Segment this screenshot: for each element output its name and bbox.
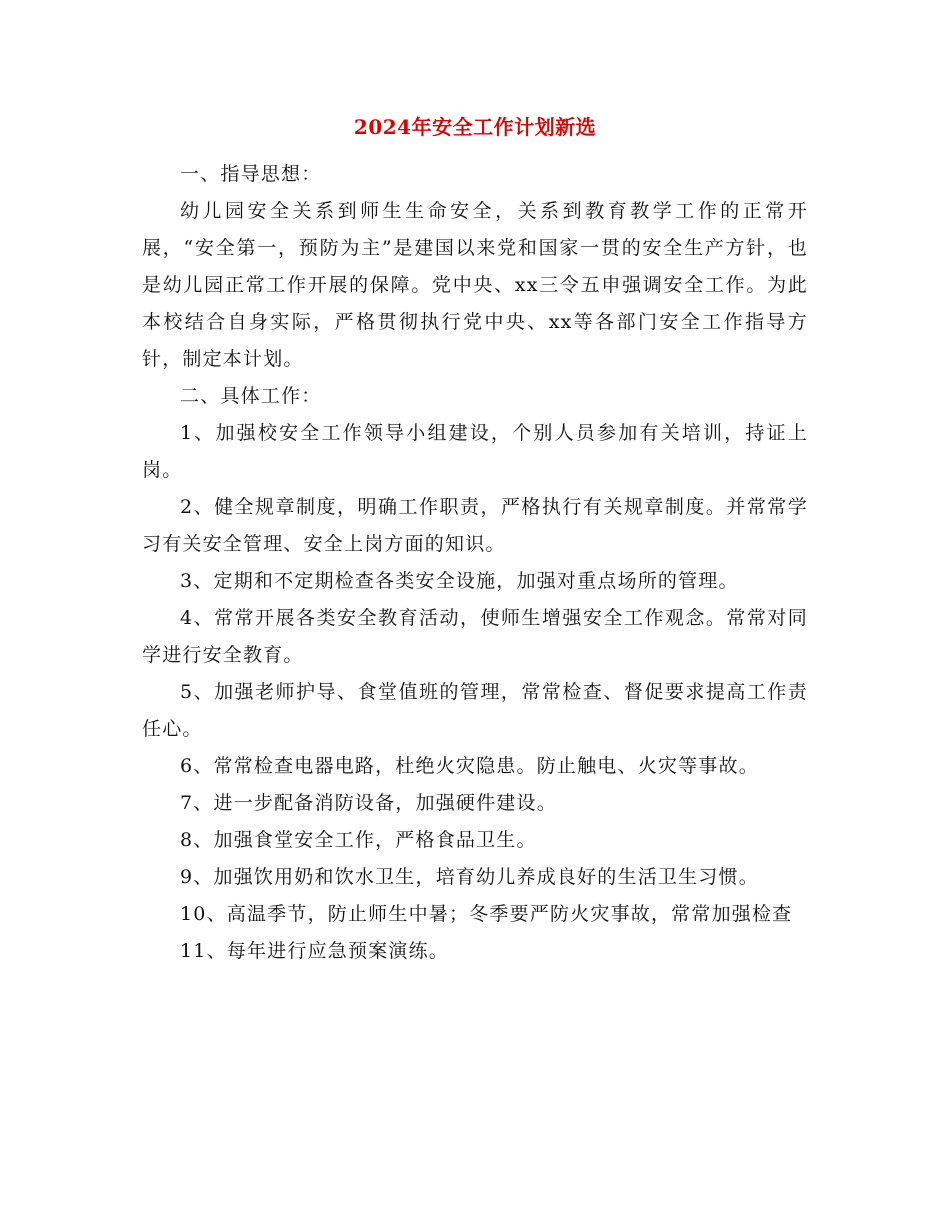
guiding-thought-paragraph: 幼儿园安全关系到师生生命安全，关系到教育教学工作的正常开展，“安全第一，预防为主”是建国以来党和国家一贯的安全生产方针，也是幼儿园正常工作开展的保障。党中央、xx三令五申强调安全工作。为此本校结合自身实际，严格贯彻执行党中央、xx等各部门安全工作指导方针，制定本计划。 [142,200,808,370]
work-item-10: 10、高温季节，防止师生中暑；冬季要严防火灾事故，常常加强检查 [180,903,793,925]
work-item-3: 3、定期和不定期检查各类安全设施，加强对重点场所的管理。 [180,570,739,592]
work-item-6: 6、常常检查电器电路，杜绝火灾隐患。防止触电、火灾等事故。 [180,755,759,777]
work-item-8: 8、加强食堂安全工作，严格食品卫生。 [180,829,537,851]
section-heading-guiding-thought: 一、指导思想： [180,163,322,185]
work-item-4: 4、常常开展各类安全教育活动，使师生增强安全工作观念。常常对同学进行安全教育。 [142,607,808,666]
work-item-1: 1、加强校安全工作领导小组建设，个别人员参加有关培训，持证上岗。 [142,422,808,481]
work-item-9: 9、加强饮用奶和饮水卫生，培育幼儿养成良好的生活卫生习惯。 [180,866,759,888]
work-item-7: 7、进一步配备消防设备，加强硬件建设。 [180,792,557,814]
work-item-5: 5、加强老师护导、食堂值班的管理，常常检查、督促要求提高工作责任心。 [142,681,808,740]
document-page [142,112,808,970]
work-item-11: 11、每年进行应急预案演练。 [180,940,449,962]
section-heading-specific-work: 二、具体工作： [180,385,322,407]
work-item-2: 2、健全规章制度，明确工作职责，严格执行有关规章制度。并常常学习有关安全管理、安全上岗方面的知识。 [142,496,808,555]
document-title: 2024年安全工作计划新选 [353,115,597,139]
